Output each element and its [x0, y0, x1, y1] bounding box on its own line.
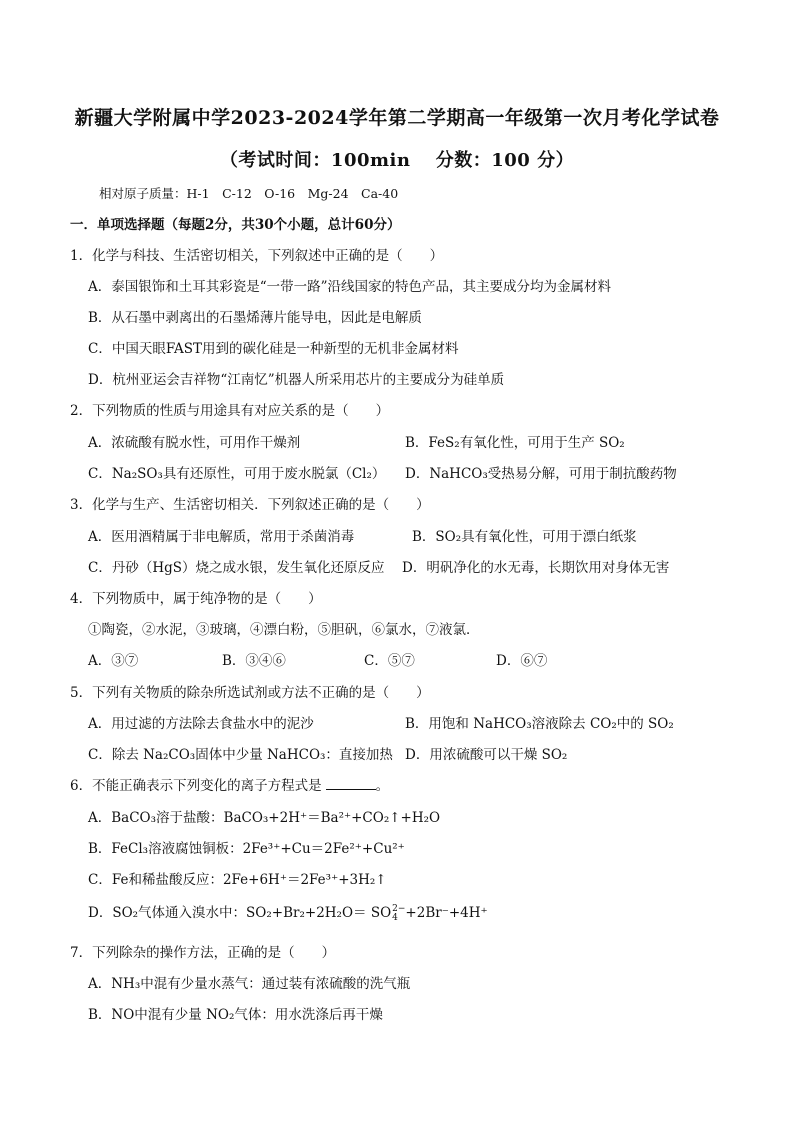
question-1-option-d: D．杭州亚运会吉祥物“江南忆”机器人所采用芯片的主要成分为硅单质	[88, 372, 505, 388]
question-4-option-d: D．⑥⑦	[496, 653, 548, 669]
question-5-option-d: D．用浓硫酸可以干燥 SO₂	[405, 747, 568, 763]
question-7-option-a: A．NH₃中混有少量水蒸气：通过装有浓硫酸的洗气瓶	[88, 976, 411, 992]
question-7-stem: 7．下列除杂的操作方法，正确的是（ ）	[70, 945, 336, 961]
question-1-option-a: A．泰国银饰和土耳其彩瓷是“一带一路”沿线国家的特色产品，其主要成分均为金属材料	[88, 279, 612, 295]
question-4-option-c: C．⑤⑦	[364, 653, 415, 669]
question-1-stem: 1．化学与科技、生活密切相关，下列叙述中正确的是（ ）	[70, 248, 444, 264]
question-2-option-b: B．FeS₂有氧化性，可用于生产 SO₂	[405, 435, 625, 451]
question-2-option-d: D．NaHCO₃受热易分解，可用于制抗酸药物	[405, 466, 677, 482]
question-3-option-d: D．明矾净化的水无毒，长期饮用对身体无害	[402, 560, 670, 576]
section-heading: 一．单项选择题（每题2分，共30个小题，总计60分）	[70, 217, 401, 233]
question-3-stem: 3．化学与生产、生活密切相关．下列叙述正确的是（ ）	[70, 497, 430, 513]
question-3-option-c: C．丹砂（HgS）烧之成水银，发生氧化还原反应	[88, 560, 385, 576]
answer-blank	[326, 777, 376, 790]
question-6-option-d	[88, 903, 488, 923]
question-5-stem: 5．下列有关物质的除杂所选试剂或方法不正确的是（ ）	[70, 685, 430, 701]
question-6-option-d-tail: +2Br⁻+4H⁺	[405, 905, 488, 921]
exam-title: 新疆大学附属中学2023-2024学年第二学期高一年级第一次月考化学试卷	[74, 107, 720, 129]
question-6-option-a: A．BaCO₃溶于盐酸：BaCO₃+2H⁺＝Ba²⁺+CO₂↑+H₂O	[88, 810, 441, 826]
question-6-stem-row	[70, 776, 389, 796]
question-1-option-c: C．中国天眼FAST用到的碳化硅是一种新型的无机非金属材料	[88, 341, 459, 357]
question-5-option-b: B．用饱和 NaHCO₃溶液除去 CO₂中的 SO₂	[405, 716, 674, 732]
question-6-option-c: C．Fe和稀盐酸反应：2Fe+6H⁺＝2Fe³⁺+3H₂↑	[88, 872, 387, 888]
question-6-stem-end: 。	[375, 778, 390, 794]
question-6-option-b: B．FeCl₃溶液腐蚀铜板：2Fe³⁺+Cu＝2Fe²⁺+Cu²⁺	[88, 841, 405, 857]
question-2-option-c: C．Na₂SO₃具有还原性，可用于废水脱氯（Cl₂）	[88, 466, 386, 482]
exam-subtitle: （考试时间：100min 分数：100 分）	[219, 150, 575, 171]
question-4-option-b: B．③④⑥	[222, 653, 286, 669]
sulfate-subscript: 4	[392, 912, 398, 923]
question-2-option-a: A．浓硫酸有脱水性，可用作干燥剂	[88, 435, 301, 451]
question-6-stem: 6．不能正确表示下列变化的离子方程式是	[70, 778, 322, 794]
question-5-option-a: A．用过滤的方法除去食盐水中的泥沙	[88, 716, 314, 732]
sulfate-charge	[392, 905, 405, 923]
question-5-option-c: C．除去 Na₂CO₃固体中少量 NaHCO₃：直接加热	[88, 747, 393, 763]
question-4-stem: 4．下列物质中，属于纯净物的是（ ）	[70, 591, 322, 607]
question-4-option-a: A．③⑦	[88, 653, 139, 669]
sulfate-superscript: 2−	[392, 903, 406, 914]
atomic-mass-line: 相对原子质量：H-1 C-12 O-16 Mg-24 Ca-40	[99, 186, 399, 201]
question-2-stem: 2．下列物质的性质与用途具有对应关系的是（ ）	[70, 403, 390, 419]
question-3-option-b: B．SO₂具有氧化性，可用于漂白纸浆	[412, 529, 637, 545]
question-1-option-b: B．从石墨中剥离出的石墨烯薄片能导电，因此是电解质	[88, 310, 422, 326]
question-4-items: ①陶瓷，②水泥，③玻璃，④漂白粉，⑤胆矾，⑥氯水，⑦液氯．	[88, 622, 480, 638]
question-7-option-b: B．NO中混有少量 NO₂气体：用水洗涤后再干燥	[88, 1007, 383, 1023]
question-6-option-d-lead: D．SO₂气体通入溴水中：SO₂+Br₂+2H₂O＝ SO	[88, 905, 392, 921]
question-3-option-a: A．医用酒精属于非电解质，常用于杀菌消毒	[88, 529, 355, 545]
